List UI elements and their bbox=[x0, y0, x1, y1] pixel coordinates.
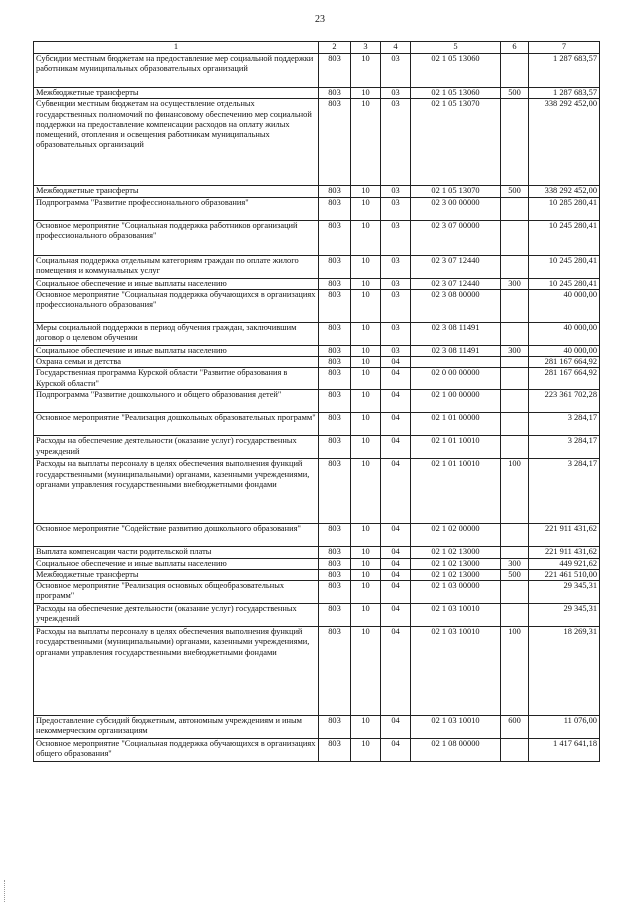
row-description: Выплата компенсации части родительской платы bbox=[34, 547, 319, 558]
row-amount: 40 000,00 bbox=[529, 345, 600, 356]
row-grbs: 803 bbox=[319, 255, 351, 278]
table-row bbox=[34, 436, 600, 459]
row-expense-type bbox=[501, 54, 529, 88]
row-grbs: 803 bbox=[319, 413, 351, 436]
row-description: Социальное обеспечение и иные выплаты населению bbox=[34, 345, 319, 356]
row-target-article: 02 1 02 13000 bbox=[411, 558, 501, 569]
row-subsection: 03 bbox=[381, 88, 411, 99]
row-grbs: 803 bbox=[319, 436, 351, 459]
row-subsection: 03 bbox=[381, 99, 411, 186]
table-row bbox=[34, 627, 600, 716]
table-body bbox=[34, 54, 600, 762]
row-expense-type: 500 bbox=[501, 88, 529, 99]
row-subsection: 03 bbox=[381, 322, 411, 345]
row-target-article: 02 0 00 00000 bbox=[411, 368, 501, 390]
row-section: 10 bbox=[351, 436, 381, 459]
row-expense-type bbox=[501, 390, 529, 413]
row-amount: 10 245 280,41 bbox=[529, 255, 600, 278]
row-amount: 10 245 280,41 bbox=[529, 220, 600, 255]
row-grbs: 803 bbox=[319, 186, 351, 197]
row-amount: 281 167 664,92 bbox=[529, 368, 600, 390]
row-section: 10 bbox=[351, 278, 381, 289]
row-amount: 3 284,17 bbox=[529, 459, 600, 524]
row-section: 10 bbox=[351, 186, 381, 197]
row-target-article: 02 3 00 00000 bbox=[411, 197, 501, 220]
row-section: 10 bbox=[351, 289, 381, 322]
row-section: 10 bbox=[351, 627, 381, 716]
row-target-article: 02 1 00 00000 bbox=[411, 390, 501, 413]
row-grbs: 803 bbox=[319, 459, 351, 524]
row-description: Межбюджетные трансферты bbox=[34, 569, 319, 580]
row-target-article: 02 1 05 13060 bbox=[411, 88, 501, 99]
row-amount: 1 287 683,57 bbox=[529, 88, 600, 99]
row-subsection: 04 bbox=[381, 627, 411, 716]
row-amount: 3 284,17 bbox=[529, 436, 600, 459]
row-section: 10 bbox=[351, 88, 381, 99]
row-description: Расходы на обеспечение деятельности (оказание услуг) государственных учреждений bbox=[34, 436, 319, 459]
table-row bbox=[34, 558, 600, 569]
row-expense-type bbox=[501, 413, 529, 436]
row-section: 10 bbox=[351, 197, 381, 220]
row-grbs: 803 bbox=[319, 390, 351, 413]
row-section: 10 bbox=[351, 357, 381, 368]
row-target-article: 02 1 02 13000 bbox=[411, 569, 501, 580]
row-description: Социальная поддержка отдельным категориям граждан по оплате жилого помещения и коммунальных услуг bbox=[34, 255, 319, 278]
row-section: 10 bbox=[351, 390, 381, 413]
row-description: Подпрограмма "Развитие дошкольного и общего образования детей" bbox=[34, 390, 319, 413]
row-target-article: 02 3 07 00000 bbox=[411, 220, 501, 255]
row-description: Основное мероприятие "Социальная поддержка работников организаций профессионального образования" bbox=[34, 220, 319, 255]
row-target-article: 02 1 05 13070 bbox=[411, 186, 501, 197]
row-expense-type bbox=[501, 357, 529, 368]
row-expense-type: 500 bbox=[501, 186, 529, 197]
row-subsection: 04 bbox=[381, 558, 411, 569]
row-description: Меры социальной поддержки в период обучения граждан, заключившим договор о целевом обучении bbox=[34, 322, 319, 345]
row-target-article: 02 1 02 00000 bbox=[411, 524, 501, 547]
row-amount: 40 000,00 bbox=[529, 322, 600, 345]
row-expense-type bbox=[501, 99, 529, 186]
row-amount: 3 284,17 bbox=[529, 413, 600, 436]
row-section: 10 bbox=[351, 547, 381, 558]
table-row bbox=[34, 604, 600, 627]
row-target-article: 02 1 05 13060 bbox=[411, 54, 501, 88]
row-subsection: 03 bbox=[381, 54, 411, 88]
table-row bbox=[34, 569, 600, 580]
row-description: Социальное обеспечение и иные выплаты населению bbox=[34, 278, 319, 289]
row-description: Социальное обеспечение и иные выплаты населению bbox=[34, 558, 319, 569]
row-subsection: 04 bbox=[381, 459, 411, 524]
row-grbs: 803 bbox=[319, 739, 351, 762]
table-row bbox=[34, 413, 600, 436]
row-grbs: 803 bbox=[319, 627, 351, 716]
row-subsection: 03 bbox=[381, 255, 411, 278]
row-section: 10 bbox=[351, 569, 381, 580]
row-subsection: 04 bbox=[381, 716, 411, 739]
row-amount: 40 000,00 bbox=[529, 289, 600, 322]
table-row bbox=[34, 547, 600, 558]
row-expense-type bbox=[501, 197, 529, 220]
row-target-article: 02 1 02 13000 bbox=[411, 547, 501, 558]
row-amount: 1 417 641,18 bbox=[529, 739, 600, 762]
row-target-article bbox=[411, 357, 501, 368]
table-row bbox=[34, 197, 600, 220]
row-subsection: 04 bbox=[381, 739, 411, 762]
row-grbs: 803 bbox=[319, 524, 351, 547]
row-grbs: 803 bbox=[319, 88, 351, 99]
row-amount: 29 345,31 bbox=[529, 581, 600, 604]
row-section: 10 bbox=[351, 54, 381, 88]
row-grbs: 803 bbox=[319, 569, 351, 580]
row-description: Субсидии местным бюджетам на предоставление мер социальной поддержки работникам муниципальных образовательных организаций bbox=[34, 54, 319, 88]
row-subsection: 04 bbox=[381, 413, 411, 436]
row-expense-type bbox=[501, 368, 529, 390]
row-grbs: 803 bbox=[319, 581, 351, 604]
row-subsection: 03 bbox=[381, 345, 411, 356]
row-subsection: 04 bbox=[381, 581, 411, 604]
row-target-article: 02 1 03 10010 bbox=[411, 604, 501, 627]
row-description: Охрана семьи и детства bbox=[34, 357, 319, 368]
row-description: Межбюджетные трансферты bbox=[34, 186, 319, 197]
row-subsection: 04 bbox=[381, 547, 411, 558]
row-target-article: 02 1 01 10010 bbox=[411, 459, 501, 524]
row-description: Предоставление субсидий бюджетным, автономным учреждениям и иным некоммерческим организациям bbox=[34, 716, 319, 739]
row-grbs: 803 bbox=[319, 220, 351, 255]
row-section: 10 bbox=[351, 716, 381, 739]
row-subsection: 04 bbox=[381, 368, 411, 390]
row-section: 10 bbox=[351, 459, 381, 524]
row-subsection: 03 bbox=[381, 186, 411, 197]
row-target-article: 02 1 03 00000 bbox=[411, 581, 501, 604]
row-target-article: 02 3 07 12440 bbox=[411, 255, 501, 278]
table-row bbox=[34, 289, 600, 322]
row-expense-type: 100 bbox=[501, 459, 529, 524]
row-description: Субвенции местным бюджетам на осуществление отдельных государственных полномочий по финансовому обеспечению мер социальной поддержки на предоставление компенсации расходов на оплату жилых помещений, отопления и освещения работникам муниципальных образовательных организаций bbox=[34, 99, 319, 186]
table-row bbox=[34, 54, 600, 88]
row-grbs: 803 bbox=[319, 322, 351, 345]
row-target-article: 02 1 05 13070 bbox=[411, 99, 501, 186]
table-row bbox=[34, 278, 600, 289]
row-expense-type bbox=[501, 581, 529, 604]
row-expense-type: 100 bbox=[501, 627, 529, 716]
row-subsection: 03 bbox=[381, 197, 411, 220]
row-subsection: 04 bbox=[381, 357, 411, 368]
row-grbs: 803 bbox=[319, 357, 351, 368]
row-section: 10 bbox=[351, 604, 381, 627]
table-row bbox=[34, 716, 600, 739]
row-target-article: 02 1 01 10010 bbox=[411, 436, 501, 459]
header-col-1: 1 bbox=[34, 42, 319, 54]
row-expense-type bbox=[501, 547, 529, 558]
row-amount: 18 269,31 bbox=[529, 627, 600, 716]
row-description: Основное мероприятие "Реализация дошкольных образовательных программ" bbox=[34, 413, 319, 436]
row-expense-type bbox=[501, 436, 529, 459]
page-number: 23 bbox=[315, 14, 325, 25]
row-expense-type bbox=[501, 739, 529, 762]
row-section: 10 bbox=[351, 345, 381, 356]
row-grbs: 803 bbox=[319, 197, 351, 220]
row-description: Основное мероприятие "Содействие развитию дошкольного образования" bbox=[34, 524, 319, 547]
table-row bbox=[34, 99, 600, 186]
row-description: Расходы на выплаты персоналу в целях обеспечения выполнения функций государственными (муниципальными) органами, казенными учреждениями, органами управления государственными внебюджетными фондами bbox=[34, 627, 319, 716]
row-subsection: 03 bbox=[381, 278, 411, 289]
margin-mark bbox=[4, 880, 6, 902]
row-expense-type: 300 bbox=[501, 558, 529, 569]
row-expense-type: 600 bbox=[501, 716, 529, 739]
header-col-5: 5 bbox=[411, 42, 501, 54]
row-section: 10 bbox=[351, 220, 381, 255]
table-row bbox=[34, 581, 600, 604]
row-section: 10 bbox=[351, 739, 381, 762]
header-col-3: 3 bbox=[351, 42, 381, 54]
row-expense-type bbox=[501, 255, 529, 278]
row-grbs: 803 bbox=[319, 278, 351, 289]
row-expense-type bbox=[501, 322, 529, 345]
table-row bbox=[34, 390, 600, 413]
row-target-article: 02 1 03 10010 bbox=[411, 627, 501, 716]
row-section: 10 bbox=[351, 413, 381, 436]
row-amount: 281 167 664,92 bbox=[529, 357, 600, 368]
row-expense-type: 300 bbox=[501, 345, 529, 356]
row-grbs: 803 bbox=[319, 289, 351, 322]
row-amount: 1 287 683,57 bbox=[529, 54, 600, 88]
row-section: 10 bbox=[351, 558, 381, 569]
table-header-row bbox=[34, 42, 600, 54]
row-grbs: 803 bbox=[319, 54, 351, 88]
budget-table bbox=[33, 41, 600, 762]
row-expense-type bbox=[501, 524, 529, 547]
row-description: Основное мероприятие "Социальная поддержка обучающихся в организациях профессионального образования" bbox=[34, 289, 319, 322]
table-row bbox=[34, 357, 600, 368]
row-subsection: 04 bbox=[381, 436, 411, 459]
row-grbs: 803 bbox=[319, 368, 351, 390]
table-row bbox=[34, 322, 600, 345]
row-subsection: 04 bbox=[381, 569, 411, 580]
row-section: 10 bbox=[351, 368, 381, 390]
row-subsection: 03 bbox=[381, 289, 411, 322]
row-amount: 11 076,00 bbox=[529, 716, 600, 739]
row-subsection: 04 bbox=[381, 604, 411, 627]
row-grbs: 803 bbox=[319, 604, 351, 627]
row-subsection: 04 bbox=[381, 524, 411, 547]
row-amount: 10 285 280,41 bbox=[529, 197, 600, 220]
row-amount: 338 292 452,00 bbox=[529, 186, 600, 197]
row-amount: 223 361 702,28 bbox=[529, 390, 600, 413]
row-amount: 29 345,31 bbox=[529, 604, 600, 627]
row-expense-type bbox=[501, 604, 529, 627]
row-description: Государственная программа Курской области "Развитие образования в Курской области" bbox=[34, 368, 319, 390]
row-section: 10 bbox=[351, 99, 381, 186]
header-col-4: 4 bbox=[381, 42, 411, 54]
table-row bbox=[34, 186, 600, 197]
row-amount: 10 245 280,41 bbox=[529, 278, 600, 289]
header-col-6: 6 bbox=[501, 42, 529, 54]
header-col-2: 2 bbox=[319, 42, 351, 54]
table-row bbox=[34, 524, 600, 547]
row-expense-type: 500 bbox=[501, 569, 529, 580]
row-grbs: 803 bbox=[319, 345, 351, 356]
row-subsection: 04 bbox=[381, 390, 411, 413]
row-target-article: 02 3 07 12440 bbox=[411, 278, 501, 289]
table-row bbox=[34, 739, 600, 762]
row-description: Основное мероприятие "Реализация основных общеобразовательных программ" bbox=[34, 581, 319, 604]
row-grbs: 803 bbox=[319, 716, 351, 739]
table-row bbox=[34, 220, 600, 255]
table-row bbox=[34, 459, 600, 524]
table-row bbox=[34, 345, 600, 356]
row-target-article: 02 1 08 00000 bbox=[411, 739, 501, 762]
row-expense-type bbox=[501, 220, 529, 255]
table-row bbox=[34, 255, 600, 278]
row-target-article: 02 1 01 00000 bbox=[411, 413, 501, 436]
row-section: 10 bbox=[351, 581, 381, 604]
row-amount: 221 911 431,62 bbox=[529, 547, 600, 558]
row-amount: 221 911 431,62 bbox=[529, 524, 600, 547]
row-amount: 338 292 452,00 bbox=[529, 99, 600, 186]
row-expense-type bbox=[501, 289, 529, 322]
row-grbs: 803 bbox=[319, 99, 351, 186]
row-target-article: 02 3 08 11491 bbox=[411, 345, 501, 356]
row-subsection: 03 bbox=[381, 220, 411, 255]
row-target-article: 02 3 08 11491 bbox=[411, 322, 501, 345]
row-section: 10 bbox=[351, 255, 381, 278]
row-description: Межбюджетные трансферты bbox=[34, 88, 319, 99]
row-section: 10 bbox=[351, 524, 381, 547]
row-section: 10 bbox=[351, 322, 381, 345]
row-amount: 221 461 510,00 bbox=[529, 569, 600, 580]
row-grbs: 803 bbox=[319, 547, 351, 558]
row-description: Подпрограмма "Развитие профессионального образования" bbox=[34, 197, 319, 220]
row-description: Расходы на обеспечение деятельности (оказание услуг) государственных учреждений bbox=[34, 604, 319, 627]
header-col-7: 7 bbox=[529, 42, 600, 54]
table-row bbox=[34, 88, 600, 99]
row-description: Расходы на выплаты персоналу в целях обеспечения выполнения функций государственными (муниципальными) органами, казенными учреждениями, органами управления государственными внебюджетными фондами bbox=[34, 459, 319, 524]
row-target-article: 02 3 08 00000 bbox=[411, 289, 501, 322]
row-target-article: 02 1 03 10010 bbox=[411, 716, 501, 739]
row-description: Основное мероприятие "Социальная поддержка обучающихся в организациях общего образования" bbox=[34, 739, 319, 762]
row-amount: 449 921,62 bbox=[529, 558, 600, 569]
row-expense-type: 300 bbox=[501, 278, 529, 289]
row-grbs: 803 bbox=[319, 558, 351, 569]
table-row bbox=[34, 368, 600, 390]
